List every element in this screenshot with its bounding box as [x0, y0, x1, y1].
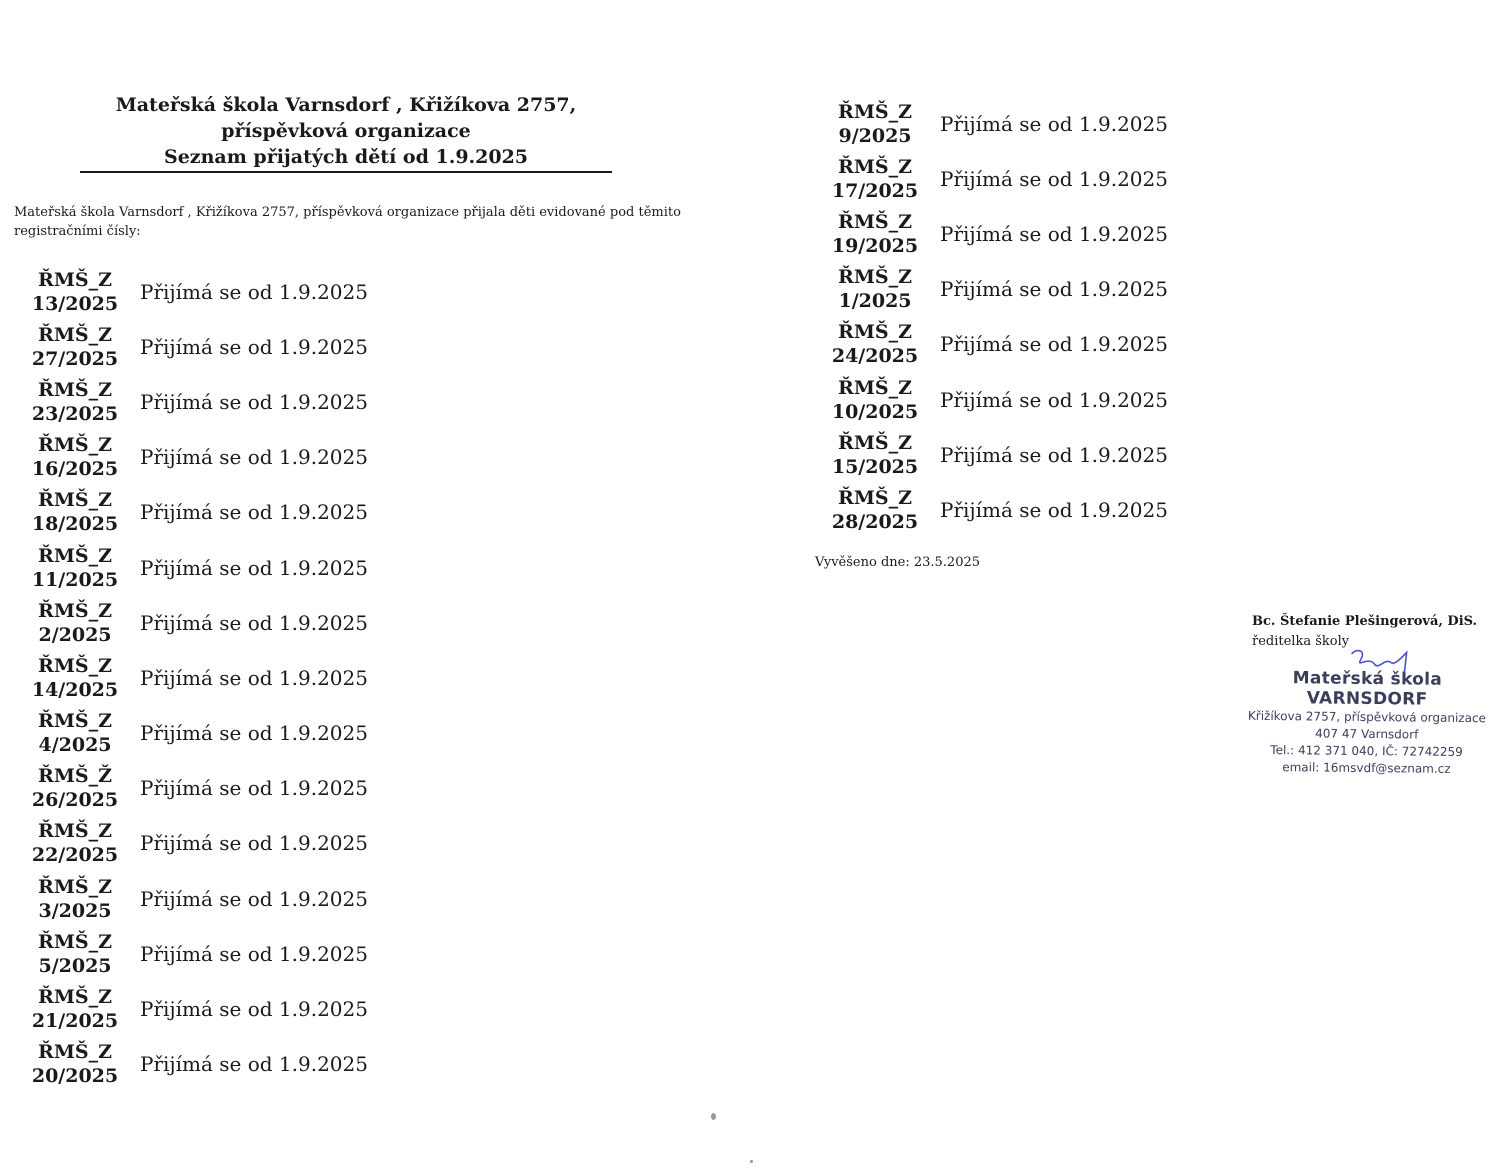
admission-status: Přijímá se od 1.9.2025: [940, 387, 1168, 412]
admission-status: Přijímá se od 1.9.2025: [140, 1052, 368, 1077]
registration-number: 4/2025: [38, 734, 112, 757]
left-admission-list: [22, 264, 368, 1092]
registration-code: [22, 985, 128, 1033]
list-item: [22, 540, 368, 595]
admission-status: Přijímá se od 1.9.2025: [140, 997, 368, 1022]
list-item: [22, 926, 368, 981]
registration-number: 13/2025: [31, 292, 119, 315]
list-item: [822, 427, 1168, 482]
admission-status: Přijímá se od 1.9.2025: [140, 610, 368, 635]
registration-number: 20/2025: [31, 1065, 119, 1088]
list-title: Seznam přijatých dětí od 1.9.2025: [80, 144, 612, 173]
registration-prefix: ŘMŠ_Z: [38, 268, 112, 291]
scan-speck: [750, 1160, 753, 1163]
admission-status: Přijímá se od 1.9.2025: [140, 334, 368, 359]
list-item: [822, 206, 1168, 261]
registration-code: [822, 265, 928, 313]
registration-number: 16/2025: [31, 458, 119, 481]
registration-code: [22, 268, 128, 316]
registration-code: [822, 210, 928, 258]
list-item: [22, 595, 368, 650]
admission-status: Přijímá se od 1.9.2025: [140, 665, 368, 690]
registration-code: [22, 875, 128, 923]
admission-status: Přijímá se od 1.9.2025: [140, 831, 368, 856]
registration-number: 18/2025: [31, 513, 119, 536]
registration-prefix: ŘMŠ_Z: [838, 486, 912, 509]
admission-status: Přijímá se od 1.9.2025: [140, 279, 368, 304]
list-item: [22, 430, 368, 485]
registration-number: 24/2025: [831, 345, 919, 368]
registration-prefix: ŘMŠ_Z: [838, 376, 912, 399]
registration-code: [822, 155, 928, 203]
admission-status: Přijímá se od 1.9.2025: [140, 886, 368, 911]
registration-code: [22, 819, 128, 867]
list-item: [22, 264, 368, 319]
scan-speck: [711, 1113, 716, 1120]
registration-prefix: ŘMŠ_Z: [38, 820, 112, 843]
registration-prefix: ŘMŠ_Ž: [38, 765, 112, 788]
admission-status: Přijímá se od 1.9.2025: [940, 277, 1168, 302]
registration-prefix: ŘMŠ_Z: [838, 210, 912, 233]
signatory-name: Bc. Štefanie Plešingerová, DiS.: [1252, 614, 1478, 629]
list-item: [822, 372, 1168, 427]
admission-status: Přijímá se od 1.9.2025: [140, 776, 368, 801]
admission-status: Přijímá se od 1.9.2025: [140, 500, 368, 525]
registration-number: 26/2025: [31, 789, 119, 812]
registration-prefix: ŘMŠ_Z: [38, 378, 112, 401]
signatory-role: ředitelka školy: [1252, 634, 1350, 649]
registration-code: [22, 544, 128, 592]
registration-code: [22, 1040, 128, 1088]
admission-status: Přijímá se od 1.9.2025: [140, 941, 368, 966]
list-item: [822, 317, 1168, 372]
admission-status: Přijímá se od 1.9.2025: [140, 389, 368, 414]
registration-number: 19/2025: [831, 234, 919, 257]
admission-status: Přijímá se od 1.9.2025: [940, 166, 1168, 191]
list-item: [22, 871, 368, 926]
stamp-title: Mateřská škola VARNSDORF: [1292, 668, 1443, 710]
registration-prefix: ŘMŠ_Z: [38, 986, 112, 1009]
list-item: [22, 761, 368, 816]
registration-prefix: ŘMŠ_Z: [838, 266, 912, 289]
registration-number: 9/2025: [838, 124, 912, 147]
admission-status: Přijímá se od 1.9.2025: [140, 555, 368, 580]
registration-prefix: ŘMŠ_Z: [38, 1041, 112, 1064]
registration-prefix: ŘMŠ_Z: [838, 100, 912, 123]
registration-prefix: ŘMŠ_Z: [38, 710, 112, 733]
registration-prefix: ŘMŠ_Z: [38, 434, 112, 457]
admission-status: Přijímá se od 1.9.2025: [940, 332, 1168, 357]
registration-number: 14/2025: [31, 678, 119, 701]
document-header: [80, 92, 612, 173]
registration-number: 11/2025: [31, 568, 119, 591]
registration-code: [22, 378, 128, 426]
list-item: [22, 374, 368, 429]
registration-prefix: ŘMŠ_Z: [38, 323, 112, 346]
registration-number: 17/2025: [831, 179, 919, 202]
posted-date: Vyvěšeno dne: 23.5.2025: [815, 555, 981, 570]
registration-prefix: ŘMŠ_Z: [838, 321, 912, 344]
list-item: [22, 1037, 368, 1092]
registration-code: [22, 433, 128, 481]
registration-number: 21/2025: [31, 1010, 119, 1033]
registration-number: 3/2025: [38, 899, 112, 922]
list-item: [822, 151, 1168, 206]
registration-number: 27/2025: [31, 347, 119, 370]
registration-code: [822, 320, 928, 368]
stamp-address: Křižíkova 2757, příspěvková organizace: [1247, 708, 1487, 726]
registration-code: [822, 100, 928, 148]
registration-code: [822, 486, 928, 534]
registration-number: 15/2025: [831, 455, 919, 478]
registration-number: 28/2025: [831, 510, 919, 533]
admission-status: Přijímá se od 1.9.2025: [140, 721, 368, 746]
registration-code: [22, 599, 128, 647]
registration-prefix: ŘMŠ_Z: [38, 875, 112, 898]
registration-prefix: ŘMŠ_Z: [38, 654, 112, 677]
list-item: [822, 262, 1168, 317]
registration-number: 22/2025: [31, 844, 119, 867]
admission-status: Přijímá se od 1.9.2025: [140, 445, 368, 470]
list-item: [822, 96, 1168, 151]
list-item: [22, 816, 368, 871]
registration-code: [22, 764, 128, 812]
admission-status: Přijímá se od 1.9.2025: [940, 221, 1168, 246]
registration-number: 2/2025: [38, 623, 112, 646]
admission-status: Přijímá se od 1.9.2025: [940, 497, 1168, 522]
registration-code: [22, 709, 128, 757]
registration-prefix: ŘMŠ_Z: [838, 431, 912, 454]
list-item: [22, 981, 368, 1036]
school-stamp: [1235, 649, 1498, 779]
registration-prefix: ŘMŠ_Z: [838, 155, 912, 178]
registration-prefix: ŘMŠ_Z: [38, 489, 112, 512]
registration-number: 23/2025: [31, 402, 119, 425]
list-item: [22, 706, 368, 761]
stamp-city: 407 47 Varnsdorf: [1315, 726, 1419, 742]
registration-number: 5/2025: [38, 954, 112, 977]
registration-code: [22, 930, 128, 978]
right-admission-list: [822, 96, 1168, 538]
registration-prefix: ŘMŠ_Z: [38, 930, 112, 953]
registration-code: [822, 431, 928, 479]
list-item: [822, 482, 1168, 537]
school-type-line: příspěvková organizace: [221, 120, 471, 142]
registration-code: [22, 488, 128, 536]
registration-prefix: ŘMŠ_Z: [38, 544, 112, 567]
registration-code: [22, 323, 128, 371]
list-item: [22, 485, 368, 540]
registration-code: [822, 376, 928, 424]
registration-code: [22, 654, 128, 702]
stamp-email: email: 16msvdf@seznam.cz: [1282, 760, 1451, 776]
list-item: [22, 319, 368, 374]
list-item: [22, 650, 368, 705]
admission-status: Přijímá se od 1.9.2025: [940, 111, 1168, 136]
registration-number: 10/2025: [831, 400, 919, 423]
intro-paragraph: Mateřská škola Varnsdorf , Křižíkova 2757, příspěvková organizace přijala děti evidované pod těmito registračními čísly:: [14, 205, 681, 239]
registration-number: 1/2025: [838, 290, 912, 313]
school-name-line: Mateřská škola Varnsdorf , Křižíkova 2757,: [115, 94, 577, 116]
stamp-phone-id: Tel.: 412 371 040, IČ: 72742259: [1270, 742, 1463, 760]
registration-prefix: ŘMŠ_Z: [38, 599, 112, 622]
admission-status: Přijímá se od 1.9.2025: [940, 442, 1168, 467]
